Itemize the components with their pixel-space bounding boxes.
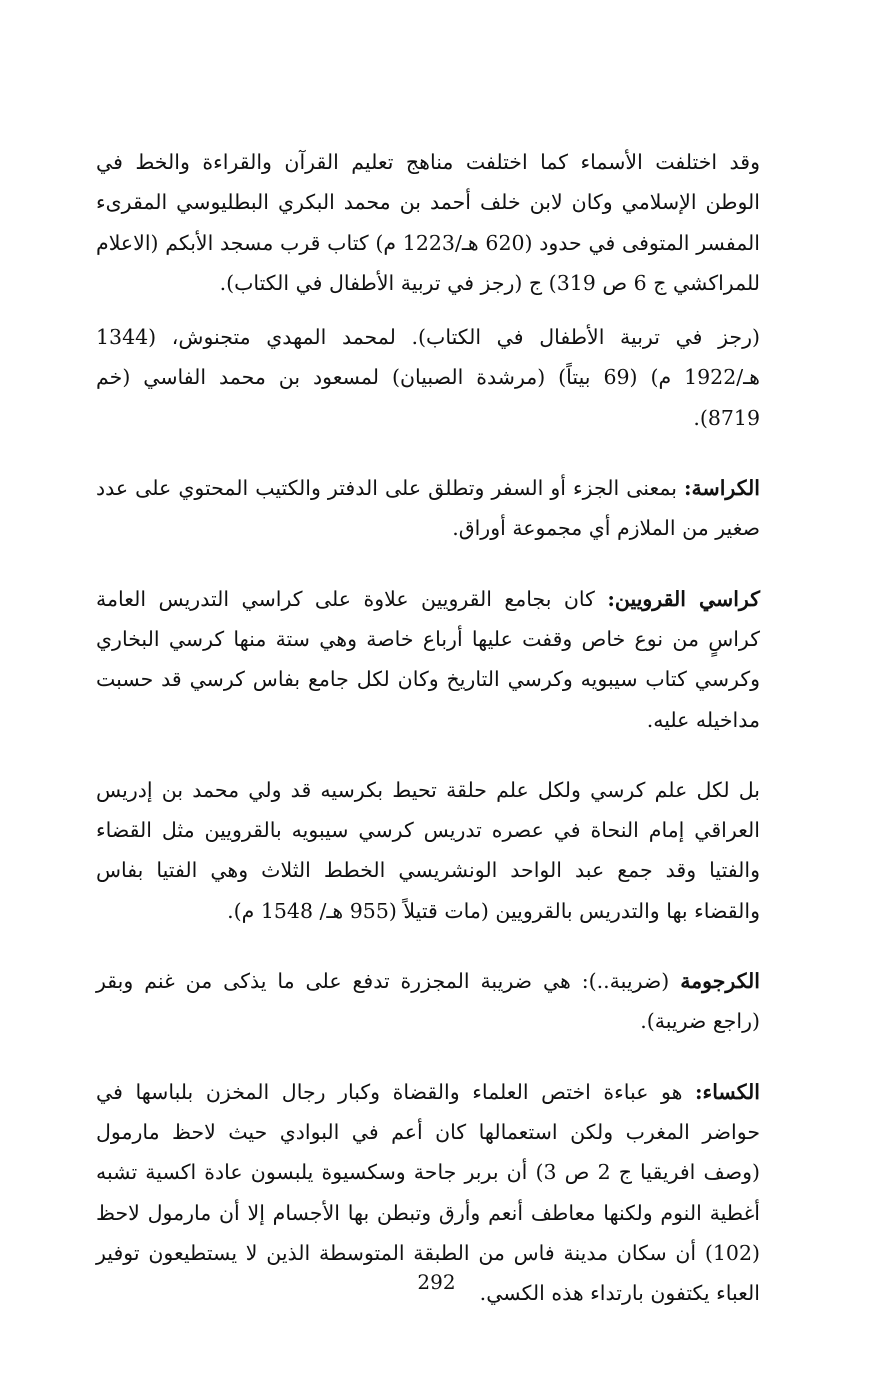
- entry-kurrasa: [96, 468, 760, 549]
- paragraph-text: وقد اختلفت الأسماء كما اختلفت مناهج تعليم القرآن والقراءة والخط في الوطن الإسلامي وكان لابن خلف أحمد بن محمد البكري البطليوسي المقرىء المفسر المتوفى في حدود (620 هـ/1223 م) كتاب قرب مسجد الأبكم (الاعلام للمراكشي ج 6 ص 319) ج (رجز في تربية الأطفال في الكتاب).: [96, 150, 760, 295]
- paragraph-kursi: [96, 770, 760, 931]
- body-text: [96, 142, 760, 1313]
- entry-term: الكرجومة: [680, 969, 760, 994]
- entry-karasi-qarawiyyin: [96, 579, 760, 740]
- paragraph-text: (رجز في تربية الأطفال في الكتاب). لمحمد المهدي متجنوش، (1344 هـ/1922 م) (69 بيتاً) (مرشدة الصبيان) لمسعود بن محمد الفاسي (خم 8719).: [96, 325, 760, 430]
- paragraph-2: [96, 317, 760, 438]
- entry-karjuma: [96, 961, 760, 1042]
- entry-text: كان بجامع القرويين علاوة على كراسي التدريس العامة كراسٍ من نوع خاص وقفت عليها أرباع خاصة وهي ستة منها كرسي البخاري وكرسي كتاب سيبويه وكرسي التاريخ وكان لكل جامع بفاس كرسي قد حسبت مداخيله عليه.: [96, 586, 760, 732]
- entry-text: بمعنى الجزء أو السفر وتطلق على الدفتر والكتيب المحتوي على عدد صغير من الملازم أي مجموعة أوراق.: [96, 476, 760, 541]
- paragraph-text: بل لكل علم كرسي ولكل علم حلقة تحيط بكرسيه قد ولي محمد بن إدريس العراقي إمام النحاة في عصره تدريس كرسي سيبويه بالقرويين مثل القضاء والفتيا وقد جمع عبد الواحد الونشريسي الخطط الثلاث وهي الفتيا بفاس والقضاء بها والتدريس بالقرويين (مات قتيلاً (955 هـ/ 1548 م).: [96, 777, 760, 923]
- entry-term: الكراسة:: [683, 476, 760, 501]
- entry-text: (ضريبة..): هي ضريبة المجزرة تدفع على ما يذكى من غنم وبقر (راجع ضريبة).: [96, 969, 760, 1034]
- page-number: 292: [417, 1270, 456, 1294]
- paragraph-1: [96, 142, 760, 303]
- entry-term: كراسي القرويين:: [607, 586, 760, 611]
- entry-text: هو عباءة اختص العلماء والقضاة وكبار رجال المخزن بلباسها في حواضر المغرب ولكن استعمالها كان أعم في البوادي حيث لاحظ مارمول (وصف افريقيا ج 2 ص 3) أن بربر جاحة وسكسيوة يلبسون عادة اكسية تشبه أغطية النوم ولكنها معاطف أنعم وأرق وتبطن بها الأجسام إلا أن مارمول لاحظ (102) أن سكان مدينة فاس من الطبقة المتوسطة الذين لا يستطيعون توفير العباء يكتفون بارتداء هذه الكسي.: [96, 1079, 761, 1306]
- entry-term: الكساء:: [694, 1079, 760, 1104]
